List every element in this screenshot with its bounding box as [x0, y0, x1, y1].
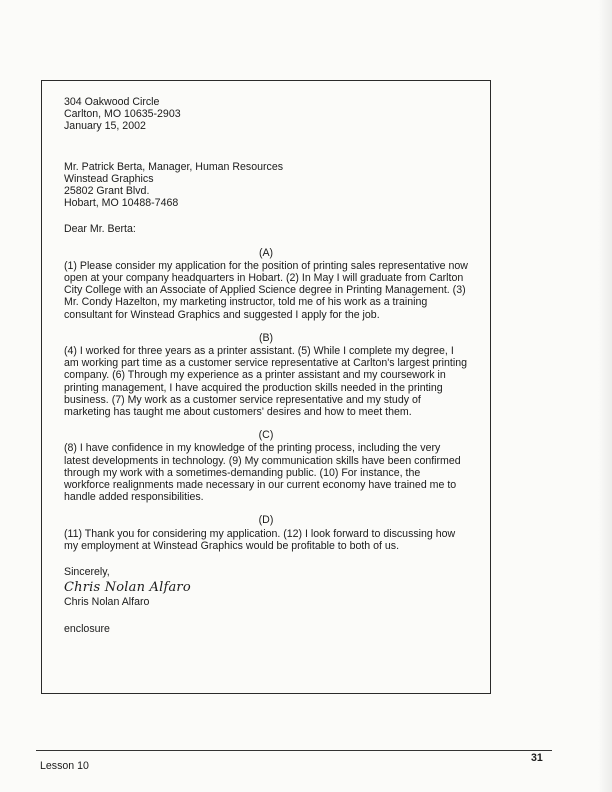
- sender-address: [64, 96, 468, 133]
- section-label-d: (D): [258, 514, 274, 527]
- page-number: 31: [531, 752, 543, 764]
- recipient-address: [64, 161, 468, 210]
- salutation: Dear Mr. Berta:: [64, 223, 136, 236]
- enclosure-notation: enclosure: [64, 622, 110, 635]
- paragraph-d: (11) Thank you for considering my application. (12) I look forward to discussing how my employment at Winstead Graphics would be profitable to both of us.: [64, 527, 456, 552]
- handwritten-signature: Chris Nolan Alfaro: [64, 580, 191, 596]
- section-label-c: (C): [258, 429, 274, 442]
- section-c: [64, 429, 468, 503]
- recipient-street: 25802 Grant Blvd.: [64, 185, 150, 198]
- recipient-name: Mr. Patrick Berta, Manager, Human Resources: [64, 160, 284, 173]
- recipient-company: Winstead Graphics: [64, 172, 154, 185]
- sender-street: 304 Oakwood Circle: [64, 96, 160, 108]
- recipient-city: Hobart, MO 10488-7468: [64, 197, 179, 210]
- section-b: [64, 332, 468, 418]
- footer-rule: [36, 750, 552, 751]
- letter-body: [64, 96, 468, 635]
- paragraph-a: (1) Please consider my application for the position of printing sales representative now open at your company headquarters in Hobart. (2) In May I will graduate from Carlton City College with an Associate of Applied Science degree in Printing Management. (3) Mr. Condy Hazelton, my marketing instructor, told me of his work as a training consultant for Winstead Graphics and suggested I apply for the job.: [64, 259, 468, 321]
- lesson-label: Lesson 10: [40, 760, 89, 772]
- section-label-a: (A): [258, 246, 274, 259]
- page-edge-shadow: [598, 0, 612, 792]
- letter-date: January 15, 2002: [64, 120, 146, 133]
- complimentary-close: Sincerely,: [64, 566, 110, 579]
- paragraph-b: (4) I worked for three years as a printer assistant. (5) While I complete my degree, I am working part time as a customer service representative at Carlton's largest printing company. (6) Through my experience as a printer assistant and my coursework in printing management, I have acquired the production skills needed in the printing business. (7) My work as a customer service representative and my study of marketing has taught me about customers' desires and how to meet them.: [64, 345, 467, 419]
- typed-name: Chris Nolan Alfaro: [64, 596, 150, 609]
- paragraph-c: (8) I have confidence in my knowledge of the printing process, including the very latest developments in technology. (9) My communication skills have been confirmed through my work with a sometimes-demanding public. (10) For instance, the workforce realignments made necessary in our current economy have trained me to handle added responsibilities.: [64, 442, 461, 504]
- section-a: [64, 247, 468, 321]
- section-d: [64, 514, 468, 552]
- section-label-b: (B): [258, 331, 274, 344]
- sender-city: Carlton, MO 10635-2903: [64, 108, 181, 121]
